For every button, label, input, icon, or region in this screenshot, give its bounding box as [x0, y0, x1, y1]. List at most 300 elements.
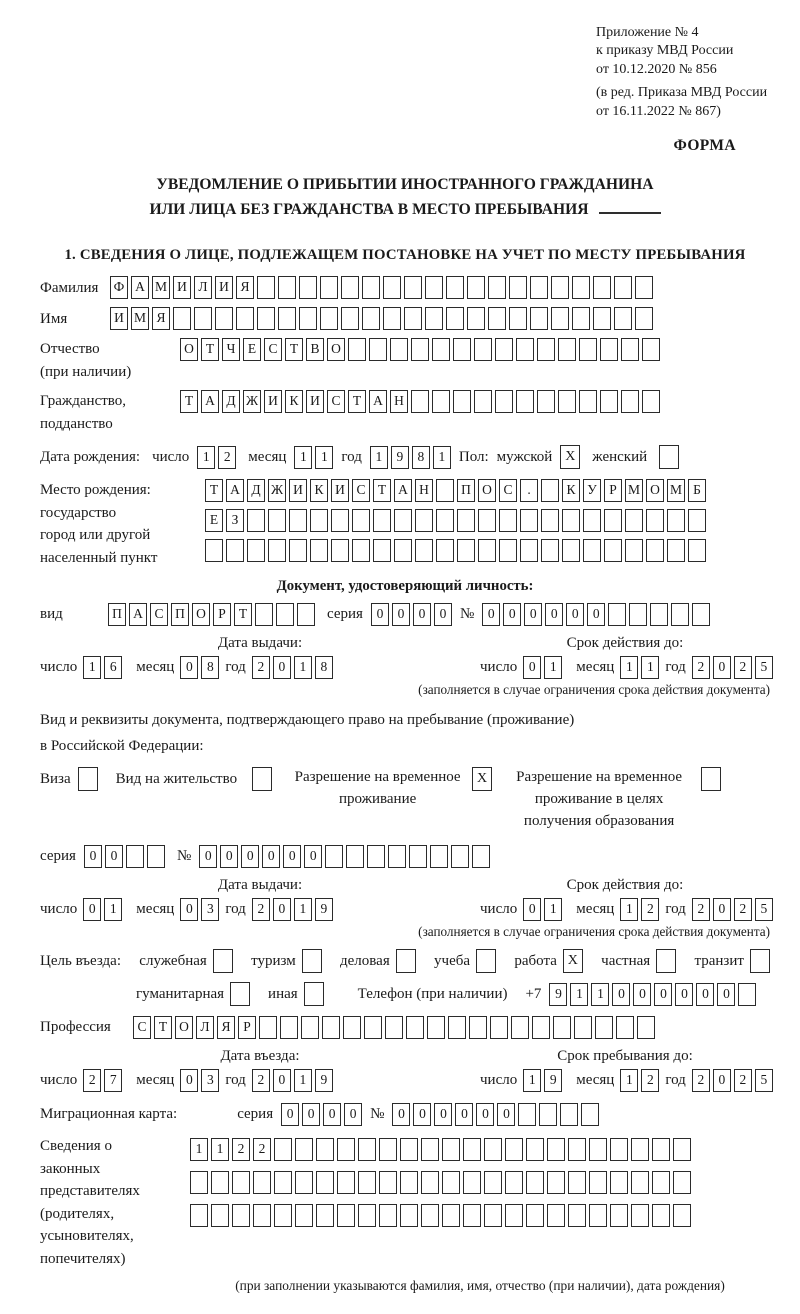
char-cell[interactable] [629, 603, 647, 626]
char-cell[interactable]: 0 [105, 845, 123, 868]
char-cell[interactable] [385, 1016, 403, 1039]
purpose-business-checkbox[interactable] [396, 949, 416, 973]
char-cell[interactable]: 1 [211, 1138, 229, 1161]
char-cell[interactable] [553, 1016, 571, 1039]
char-cell[interactable]: 7 [104, 1069, 122, 1092]
char-cell[interactable]: 2 [83, 1069, 101, 1092]
char-cell[interactable]: Т [205, 479, 223, 502]
char-cell[interactable] [289, 509, 307, 532]
char-cell[interactable] [337, 1138, 355, 1161]
purpose-humanitarian-checkbox[interactable] [230, 982, 250, 1006]
char-cell[interactable]: З [226, 509, 244, 532]
char-cell[interactable]: О [192, 603, 210, 626]
char-cell[interactable] [425, 276, 443, 299]
char-cell[interactable] [255, 603, 273, 626]
char-cell[interactable] [610, 1171, 628, 1194]
char-cell[interactable] [469, 1016, 487, 1039]
char-cell[interactable] [631, 1138, 649, 1161]
char-cell[interactable] [388, 845, 406, 868]
char-cell[interactable]: Т [201, 338, 219, 361]
char-cell[interactable] [362, 307, 380, 330]
char-cell[interactable] [530, 307, 548, 330]
char-cell[interactable] [537, 390, 555, 413]
char-cell[interactable]: Л [194, 276, 212, 299]
char-cell[interactable] [394, 539, 412, 562]
char-cell[interactable] [453, 338, 471, 361]
char-cell[interactable] [147, 845, 165, 868]
char-cell[interactable] [316, 1204, 334, 1227]
char-cell[interactable]: О [646, 479, 664, 502]
char-cell[interactable] [299, 307, 317, 330]
char-cell[interactable] [320, 307, 338, 330]
char-cell[interactable]: Д [247, 479, 265, 502]
purpose-private-checkbox[interactable] [656, 949, 676, 973]
char-cell[interactable] [608, 603, 626, 626]
char-cell[interactable]: 0 [524, 603, 542, 626]
char-cell[interactable] [379, 1171, 397, 1194]
char-cell[interactable] [211, 1204, 229, 1227]
char-cell[interactable]: С [352, 479, 370, 502]
purpose-transit-checkbox[interactable] [750, 949, 770, 973]
char-cell[interactable] [530, 276, 548, 299]
char-cell[interactable] [430, 845, 448, 868]
char-cell[interactable]: М [131, 307, 149, 330]
char-cell[interactable] [478, 509, 496, 532]
char-cell[interactable]: 0 [476, 1103, 494, 1126]
char-cell[interactable]: 5 [755, 1069, 773, 1092]
char-cell[interactable]: С [499, 479, 517, 502]
char-cell[interactable]: 9 [544, 1069, 562, 1092]
char-cell[interactable] [614, 276, 632, 299]
char-cell[interactable]: 8 [201, 656, 219, 679]
char-cell[interactable] [692, 603, 710, 626]
char-cell[interactable] [337, 1204, 355, 1227]
char-cell[interactable]: Е [205, 509, 223, 532]
char-cell[interactable] [425, 307, 443, 330]
char-cell[interactable]: А [129, 603, 147, 626]
char-cell[interactable] [673, 1138, 691, 1161]
char-cell[interactable]: Ф [110, 276, 128, 299]
char-cell[interactable]: 0 [273, 656, 291, 679]
char-cell[interactable] [421, 1204, 439, 1227]
char-cell[interactable]: 2 [232, 1138, 250, 1161]
char-cell[interactable] [352, 539, 370, 562]
char-cell[interactable]: 2 [692, 898, 710, 921]
char-cell[interactable] [652, 1138, 670, 1161]
char-cell[interactable] [295, 1171, 313, 1194]
char-cell[interactable]: 1 [294, 446, 312, 469]
char-cell[interactable] [442, 1138, 460, 1161]
char-cell[interactable] [520, 509, 538, 532]
char-cell[interactable]: 0 [344, 1103, 362, 1126]
char-cell[interactable]: 0 [180, 656, 198, 679]
char-cell[interactable]: И [264, 390, 282, 413]
char-cell[interactable]: 0 [413, 1103, 431, 1126]
char-cell[interactable]: 0 [83, 898, 101, 921]
char-cell[interactable]: 8 [315, 656, 333, 679]
char-cell[interactable]: 0 [503, 603, 521, 626]
char-cell[interactable]: 1 [591, 983, 609, 1006]
char-cell[interactable] [257, 276, 275, 299]
char-cell[interactable]: 0 [633, 983, 651, 1006]
char-cell[interactable]: Д [222, 390, 240, 413]
char-cell[interactable] [738, 983, 756, 1006]
char-cell[interactable]: 0 [199, 845, 217, 868]
char-cell[interactable] [518, 1103, 536, 1126]
char-cell[interactable]: 1 [544, 898, 562, 921]
char-cell[interactable] [400, 1171, 418, 1194]
char-cell[interactable] [448, 1016, 466, 1039]
char-cell[interactable]: Н [415, 479, 433, 502]
char-cell[interactable] [616, 1016, 634, 1039]
purpose-official-checkbox[interactable] [213, 949, 233, 973]
char-cell[interactable]: 1 [641, 656, 659, 679]
char-cell[interactable] [331, 539, 349, 562]
char-cell[interactable]: 9 [315, 898, 333, 921]
char-cell[interactable] [446, 307, 464, 330]
char-cell[interactable] [457, 539, 475, 562]
char-cell[interactable] [301, 1016, 319, 1039]
char-cell[interactable] [215, 307, 233, 330]
char-cell[interactable]: 2 [734, 1069, 752, 1092]
char-cell[interactable] [488, 307, 506, 330]
char-cell[interactable] [547, 1171, 565, 1194]
char-cell[interactable]: С [133, 1016, 151, 1039]
char-cell[interactable]: У [583, 479, 601, 502]
char-cell[interactable]: 1 [315, 446, 333, 469]
char-cell[interactable] [604, 539, 622, 562]
char-cell[interactable] [621, 338, 639, 361]
char-cell[interactable] [688, 509, 706, 532]
char-cell[interactable] [526, 1171, 544, 1194]
char-cell[interactable] [369, 338, 387, 361]
char-cell[interactable]: М [625, 479, 643, 502]
char-cell[interactable]: И [110, 307, 128, 330]
char-cell[interactable] [600, 390, 618, 413]
char-cell[interactable]: 0 [612, 983, 630, 1006]
char-cell[interactable]: 0 [281, 1103, 299, 1126]
char-cell[interactable] [404, 307, 422, 330]
char-cell[interactable] [383, 307, 401, 330]
char-cell[interactable] [310, 509, 328, 532]
char-cell[interactable] [436, 479, 454, 502]
char-cell[interactable] [537, 338, 555, 361]
char-cell[interactable]: 2 [692, 656, 710, 679]
char-cell[interactable]: 0 [434, 1103, 452, 1126]
char-cell[interactable] [589, 1171, 607, 1194]
char-cell[interactable] [509, 276, 527, 299]
char-cell[interactable] [442, 1204, 460, 1227]
char-cell[interactable] [411, 390, 429, 413]
char-cell[interactable] [572, 307, 590, 330]
char-cell[interactable]: 0 [523, 898, 541, 921]
char-cell[interactable] [274, 1138, 292, 1161]
char-cell[interactable]: 0 [434, 603, 452, 626]
char-cell[interactable] [499, 509, 517, 532]
char-cell[interactable] [516, 390, 534, 413]
char-cell[interactable] [652, 1171, 670, 1194]
purpose-work-checkbox[interactable]: X [563, 949, 583, 973]
char-cell[interactable] [463, 1204, 481, 1227]
char-cell[interactable] [297, 603, 315, 626]
char-cell[interactable] [373, 539, 391, 562]
char-cell[interactable]: С [327, 390, 345, 413]
char-cell[interactable] [278, 276, 296, 299]
char-cell[interactable]: С [150, 603, 168, 626]
char-cell[interactable] [495, 338, 513, 361]
char-cell[interactable] [547, 1138, 565, 1161]
char-cell[interactable] [421, 1171, 439, 1194]
char-cell[interactable]: 1 [433, 446, 451, 469]
char-cell[interactable] [364, 1016, 382, 1039]
char-cell[interactable]: Р [238, 1016, 256, 1039]
char-cell[interactable] [409, 845, 427, 868]
char-cell[interactable] [126, 845, 144, 868]
char-cell[interactable]: 9 [549, 983, 567, 1006]
char-cell[interactable]: 0 [392, 603, 410, 626]
char-cell[interactable] [631, 1171, 649, 1194]
char-cell[interactable] [490, 1016, 508, 1039]
char-cell[interactable] [276, 603, 294, 626]
char-cell[interactable] [667, 539, 685, 562]
char-cell[interactable] [600, 338, 618, 361]
char-cell[interactable] [232, 1204, 250, 1227]
char-cell[interactable] [352, 509, 370, 532]
char-cell[interactable] [406, 1016, 424, 1039]
char-cell[interactable]: В [306, 338, 324, 361]
char-cell[interactable]: Е [243, 338, 261, 361]
char-cell[interactable]: 1 [104, 898, 122, 921]
char-cell[interactable]: Б [688, 479, 706, 502]
char-cell[interactable] [415, 539, 433, 562]
char-cell[interactable] [341, 307, 359, 330]
char-cell[interactable] [474, 390, 492, 413]
purpose-tourism-checkbox[interactable] [302, 949, 322, 973]
visa-checkbox[interactable] [78, 767, 98, 791]
char-cell[interactable] [226, 539, 244, 562]
char-cell[interactable] [299, 276, 317, 299]
char-cell[interactable]: И [331, 479, 349, 502]
char-cell[interactable]: 0 [413, 603, 431, 626]
char-cell[interactable] [274, 1204, 292, 1227]
char-cell[interactable] [631, 1204, 649, 1227]
char-cell[interactable] [320, 276, 338, 299]
char-cell[interactable]: 0 [273, 898, 291, 921]
char-cell[interactable]: 0 [713, 656, 731, 679]
char-cell[interactable] [341, 276, 359, 299]
char-cell[interactable]: Я [152, 307, 170, 330]
char-cell[interactable] [457, 509, 475, 532]
char-cell[interactable] [688, 539, 706, 562]
char-cell[interactable]: 1 [190, 1138, 208, 1161]
char-cell[interactable] [247, 539, 265, 562]
char-cell[interactable]: . [520, 479, 538, 502]
char-cell[interactable] [467, 276, 485, 299]
char-cell[interactable] [346, 845, 364, 868]
char-cell[interactable]: А [394, 479, 412, 502]
char-cell[interactable]: 2 [641, 898, 659, 921]
char-cell[interactable]: С [264, 338, 282, 361]
char-cell[interactable] [436, 539, 454, 562]
char-cell[interactable] [558, 338, 576, 361]
char-cell[interactable]: А [226, 479, 244, 502]
char-cell[interactable] [247, 509, 265, 532]
char-cell[interactable] [581, 1103, 599, 1126]
char-cell[interactable]: 0 [675, 983, 693, 1006]
char-cell[interactable] [173, 307, 191, 330]
sex-male-checkbox[interactable]: X [560, 445, 580, 469]
char-cell[interactable] [362, 276, 380, 299]
char-cell[interactable]: Я [217, 1016, 235, 1039]
char-cell[interactable] [278, 307, 296, 330]
char-cell[interactable]: Л [196, 1016, 214, 1039]
char-cell[interactable]: 2 [692, 1069, 710, 1092]
char-cell[interactable] [394, 509, 412, 532]
char-cell[interactable] [446, 276, 464, 299]
char-cell[interactable]: 0 [545, 603, 563, 626]
char-cell[interactable] [642, 390, 660, 413]
char-cell[interactable]: 0 [392, 1103, 410, 1126]
char-cell[interactable] [595, 1016, 613, 1039]
char-cell[interactable]: 2 [734, 898, 752, 921]
char-cell[interactable] [467, 307, 485, 330]
char-cell[interactable] [373, 509, 391, 532]
char-cell[interactable] [421, 1138, 439, 1161]
char-cell[interactable] [551, 276, 569, 299]
char-cell[interactable] [268, 539, 286, 562]
char-cell[interactable] [610, 1138, 628, 1161]
char-cell[interactable] [337, 1171, 355, 1194]
char-cell[interactable] [673, 1171, 691, 1194]
char-cell[interactable] [560, 1103, 578, 1126]
char-cell[interactable] [568, 1204, 586, 1227]
char-cell[interactable] [625, 509, 643, 532]
char-cell[interactable]: 0 [241, 845, 259, 868]
char-cell[interactable] [253, 1171, 271, 1194]
char-cell[interactable] [558, 390, 576, 413]
char-cell[interactable]: П [457, 479, 475, 502]
char-cell[interactable] [331, 509, 349, 532]
char-cell[interactable] [190, 1171, 208, 1194]
char-cell[interactable] [516, 338, 534, 361]
char-cell[interactable] [551, 307, 569, 330]
char-cell[interactable]: Т [285, 338, 303, 361]
char-cell[interactable] [610, 1204, 628, 1227]
char-cell[interactable] [511, 1016, 529, 1039]
residence-permit-checkbox[interactable] [252, 767, 272, 791]
char-cell[interactable] [646, 539, 664, 562]
char-cell[interactable]: 2 [734, 656, 752, 679]
char-cell[interactable]: К [310, 479, 328, 502]
char-cell[interactable]: 0 [566, 603, 584, 626]
char-cell[interactable]: 0 [713, 1069, 731, 1092]
char-cell[interactable]: 5 [755, 656, 773, 679]
char-cell[interactable] [593, 276, 611, 299]
char-cell[interactable]: 0 [717, 983, 735, 1006]
char-cell[interactable] [289, 539, 307, 562]
char-cell[interactable]: Я [236, 276, 254, 299]
char-cell[interactable] [635, 307, 653, 330]
char-cell[interactable]: 2 [641, 1069, 659, 1092]
char-cell[interactable] [484, 1204, 502, 1227]
char-cell[interactable] [194, 307, 212, 330]
char-cell[interactable]: 0 [262, 845, 280, 868]
char-cell[interactable] [541, 539, 559, 562]
char-cell[interactable]: Ж [268, 479, 286, 502]
char-cell[interactable]: 1 [620, 656, 638, 679]
char-cell[interactable] [295, 1204, 313, 1227]
char-cell[interactable] [442, 1171, 460, 1194]
char-cell[interactable] [453, 390, 471, 413]
char-cell[interactable]: 2 [252, 898, 270, 921]
char-cell[interactable]: 0 [654, 983, 672, 1006]
char-cell[interactable]: Т [154, 1016, 172, 1039]
char-cell[interactable] [484, 1138, 502, 1161]
char-cell[interactable]: 0 [587, 603, 605, 626]
char-cell[interactable] [539, 1103, 557, 1126]
char-cell[interactable]: 1 [83, 656, 101, 679]
char-cell[interactable] [432, 390, 450, 413]
purpose-other-checkbox[interactable] [304, 982, 324, 1006]
char-cell[interactable]: О [327, 338, 345, 361]
char-cell[interactable]: 2 [252, 656, 270, 679]
char-cell[interactable] [190, 1204, 208, 1227]
char-cell[interactable]: И [289, 479, 307, 502]
char-cell[interactable]: М [667, 479, 685, 502]
char-cell[interactable] [358, 1204, 376, 1227]
char-cell[interactable] [415, 509, 433, 532]
char-cell[interactable]: 1 [294, 656, 312, 679]
char-cell[interactable]: Р [604, 479, 622, 502]
char-cell[interactable] [541, 479, 559, 502]
char-cell[interactable]: Р [213, 603, 231, 626]
char-cell[interactable] [505, 1138, 523, 1161]
char-cell[interactable] [541, 509, 559, 532]
char-cell[interactable] [358, 1138, 376, 1161]
char-cell[interactable]: 0 [497, 1103, 515, 1126]
char-cell[interactable]: М [152, 276, 170, 299]
char-cell[interactable] [509, 307, 527, 330]
char-cell[interactable]: 1 [197, 446, 215, 469]
char-cell[interactable]: П [171, 603, 189, 626]
char-cell[interactable]: Ж [243, 390, 261, 413]
char-cell[interactable]: А [131, 276, 149, 299]
char-cell[interactable]: 8 [412, 446, 430, 469]
char-cell[interactable] [232, 1171, 250, 1194]
char-cell[interactable] [411, 338, 429, 361]
char-cell[interactable] [322, 1016, 340, 1039]
char-cell[interactable] [604, 509, 622, 532]
char-cell[interactable]: 0 [482, 603, 500, 626]
char-cell[interactable] [379, 1138, 397, 1161]
char-cell[interactable] [432, 338, 450, 361]
char-cell[interactable] [621, 390, 639, 413]
char-cell[interactable]: 1 [544, 656, 562, 679]
char-cell[interactable] [579, 338, 597, 361]
char-cell[interactable] [671, 603, 689, 626]
char-cell[interactable] [562, 509, 580, 532]
char-cell[interactable]: 2 [253, 1138, 271, 1161]
char-cell[interactable] [478, 539, 496, 562]
char-cell[interactable] [526, 1204, 544, 1227]
char-cell[interactable] [505, 1204, 523, 1227]
temp-residence-education-checkbox[interactable] [701, 767, 721, 791]
char-cell[interactable] [383, 276, 401, 299]
char-cell[interactable] [472, 845, 490, 868]
char-cell[interactable] [400, 1138, 418, 1161]
char-cell[interactable]: 0 [273, 1069, 291, 1092]
char-cell[interactable] [635, 276, 653, 299]
